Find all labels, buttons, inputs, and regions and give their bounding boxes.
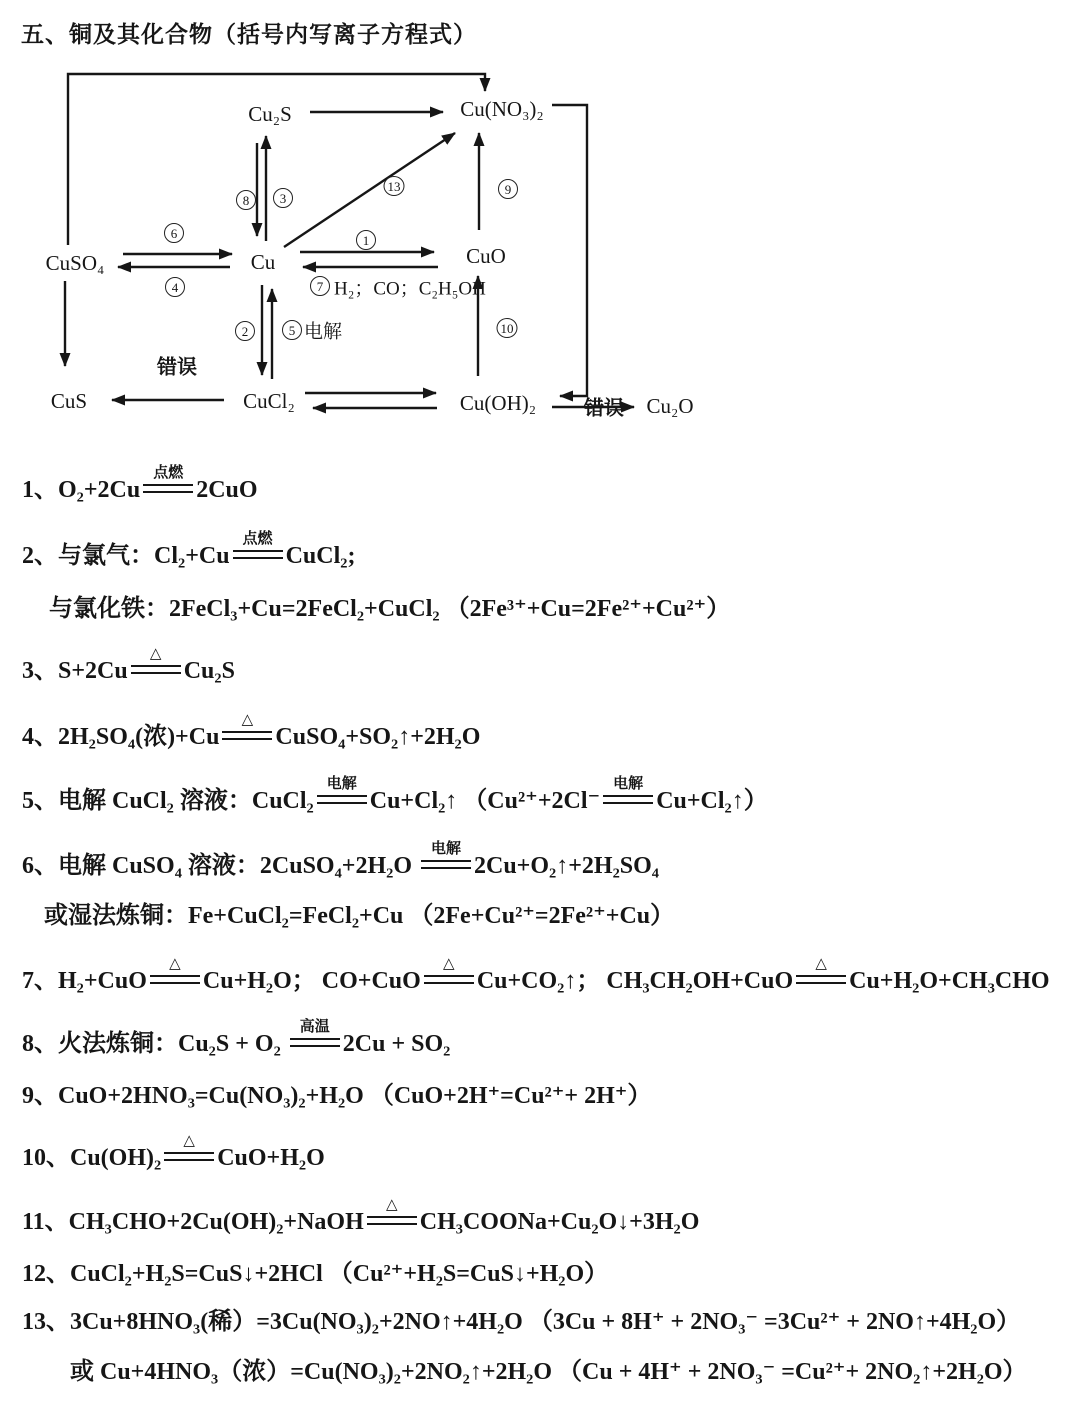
arrow-annotation-1: H₂；CO；C₂H₅OH (334, 278, 486, 300)
reaction-condition-equals (143, 465, 193, 493)
step-badge-13: 13 (384, 176, 405, 196)
equation-line-4 (22, 646, 235, 687)
equation-text: 2、与氯气：Cl₂+Cu (22, 543, 230, 569)
diagram-arrows (0, 0, 1080, 450)
equation-text: Cu+Cl₂↑ （Cu²⁺+2Cl⁻ (369, 788, 601, 814)
reaction-condition-equals (233, 531, 283, 559)
reaction-condition-equals (317, 776, 367, 804)
step-badge-5: 5 (282, 320, 302, 340)
reaction-condition-equals (290, 1019, 340, 1047)
equation-text: 与氯化铁：2FeCl₃+Cu=2FeCl₂+CuCl₂ （2Fe³⁺+Cu=2Fe²⁺+Cu²⁺） (49, 596, 731, 622)
equation-line-5 (22, 712, 481, 753)
equation-line-10 (22, 1019, 451, 1060)
equation-text: 2Cu+O₂↑+2H₂SO₄ (474, 853, 659, 879)
equation-line-2 (22, 531, 356, 572)
equation-text: CuSO₄+SO₂↑+2H₂O (275, 724, 481, 750)
arrow-cuso4-topline-cuno32 (68, 74, 485, 245)
condition-label: △ (183, 1133, 195, 1149)
step-badge-1: 1 (356, 230, 376, 250)
step-badge-6: 6 (164, 223, 184, 243)
step-badge-10: 10 (497, 318, 518, 338)
reaction-condition-equals (150, 956, 200, 984)
error-label-2: 错误 (584, 397, 624, 420)
equation-text: 2Cu + SO₂ (342, 1031, 451, 1057)
equation-text: CH₃COONa+Cu₂O↓+3H₂O (419, 1209, 700, 1235)
condition-label: △ (241, 712, 254, 728)
reaction-condition-equals (424, 956, 474, 984)
equation-line-11 (22, 1080, 651, 1112)
equation-text: Cu+CO₂↑； CH₃CH₂OH+CuO (476, 968, 794, 994)
reaction-condition-equals (796, 956, 846, 984)
step-badge-4: 4 (165, 277, 185, 297)
condition-label: △ (149, 646, 162, 662)
equation-text: 7、H₂+CuO (22, 968, 147, 994)
equation-text: 或 Cu+4HNO₃（浓）=Cu(NO₃)₂+2NO₂↑+2H₂O （Cu + 4H⁺ + 2NO₃⁻ =Cu²⁺+ 2NO₂↑+2H₂O） (70, 1359, 1027, 1385)
equation-text: 12、CuCl₂+H₂S=CuS↓+2HCl （Cu²⁺+H₂S=CuS↓+H₂O） (22, 1261, 609, 1287)
equation-line-12 (22, 1133, 325, 1174)
step-badge-2: 2 (235, 321, 255, 341)
reaction-condition-equals (367, 1197, 417, 1225)
equation-line-3 (49, 593, 730, 625)
condition-label: △ (385, 1197, 398, 1213)
equation-text: 2CuO (196, 477, 258, 503)
equation-line-13 (22, 1197, 700, 1238)
reaction-condition-equals (164, 1133, 214, 1161)
condition-label: 高温 (299, 1019, 330, 1035)
equation-line-14 (22, 1258, 608, 1290)
condition-label: △ (443, 956, 455, 972)
node-cuno32: Cu(NO₃)₂ (460, 97, 544, 121)
equation-text: 8、火法炼铜：Cu₂S + O₂ (22, 1031, 287, 1057)
equation-text: Cu+H₂O； CO+CuO (202, 968, 421, 994)
node-cuso4: CuSO₄ (45, 251, 105, 275)
equation-line-1 (22, 465, 258, 506)
equation-text: 11、CH₃CHO+2Cu(OH)₂+NaOH (22, 1209, 364, 1235)
node-cu: Cu (250, 250, 276, 274)
reaction-condition-equals (131, 646, 181, 674)
equation-text: 1、O₂+2Cu (22, 477, 141, 503)
equation-line-6 (22, 776, 768, 817)
equation-text: 13、3Cu+8HNO₃(稀）=3Cu(NO₃)₂+2NO↑+4H₂O （3Cu + 8H⁺ + 2NO₃⁻ =3Cu²⁺ + 2NO↑+4H₂O） (22, 1309, 1021, 1335)
node-cuo: CuO (466, 244, 506, 268)
equation-text: 9、CuO+2HNO₃=Cu(NO₃)₂+H₂O （CuO+2H⁺=Cu²⁺+ 2H⁺） (22, 1083, 652, 1109)
condition-label: 点燃 (242, 531, 273, 547)
equation-text: 或湿法炼铜：Fe+CuCl₂=FeCl₂+Cu （2Fe+Cu²⁺=2Fe²⁺+Cu） (44, 903, 675, 929)
equation-text: 10、Cu(OH)₂ (22, 1145, 162, 1171)
arrow-cuno32-cuoh2 (552, 105, 587, 396)
reaction-condition-equals (603, 776, 653, 804)
equation-text: Cu+Cl₂↑） (656, 788, 768, 814)
equation-line-9 (22, 956, 1050, 997)
step-badge-8: 8 (236, 190, 256, 210)
equation-line-16 (70, 1356, 1027, 1388)
error-label-1: 错误 (157, 356, 197, 379)
equation-text: 5、电解 CuCl₂ 溶液：CuCl₂ (22, 788, 314, 814)
node-cus: CuS (50, 389, 88, 413)
step-badge-3: 3 (273, 188, 293, 208)
node-cu2o: Cu₂O (646, 394, 694, 418)
equation-text: 6、电解 CuSO₄ 溶液：2CuSO₄+2H₂O (22, 853, 418, 879)
step-badge-9: 9 (498, 179, 518, 199)
equation-text: CuO+H₂O (217, 1145, 325, 1171)
condition-label: 电解 (613, 776, 644, 792)
equation-text: CuCl₂; (285, 543, 356, 569)
node-cu2s: Cu₂S (248, 102, 292, 126)
condition-label: 电解 (430, 841, 462, 857)
equation-line-8 (44, 900, 674, 932)
equation-line-7 (22, 841, 659, 882)
condition-label: △ (169, 956, 181, 972)
equation-text: 4、2H₂SO₄(浓)+Cu (22, 724, 220, 750)
reaction-condition-equals (222, 712, 272, 740)
step-badge-7: 7 (310, 276, 330, 296)
node-cuoh2: Cu(OH)₂ (459, 391, 537, 415)
condition-label: 点燃 (153, 465, 184, 481)
equation-text: Cu+H₂O+CH₃CHO (849, 968, 1050, 994)
condition-label: 电解 (326, 776, 357, 792)
reaction-condition-equals (421, 841, 471, 869)
arrow-annotation-2: 电解 (304, 321, 343, 343)
copper-compounds-diagram (0, 0, 1080, 450)
page-title: 五、铜及其化合物（括号内写离子方程式） (21, 21, 477, 47)
equation-text: 3、S+2Cu (22, 658, 128, 684)
node-cucl2: CuCl₂ (243, 389, 295, 413)
condition-label: △ (815, 956, 827, 972)
equation-line-15 (22, 1306, 1020, 1338)
equation-text: Cu₂S (183, 658, 235, 684)
